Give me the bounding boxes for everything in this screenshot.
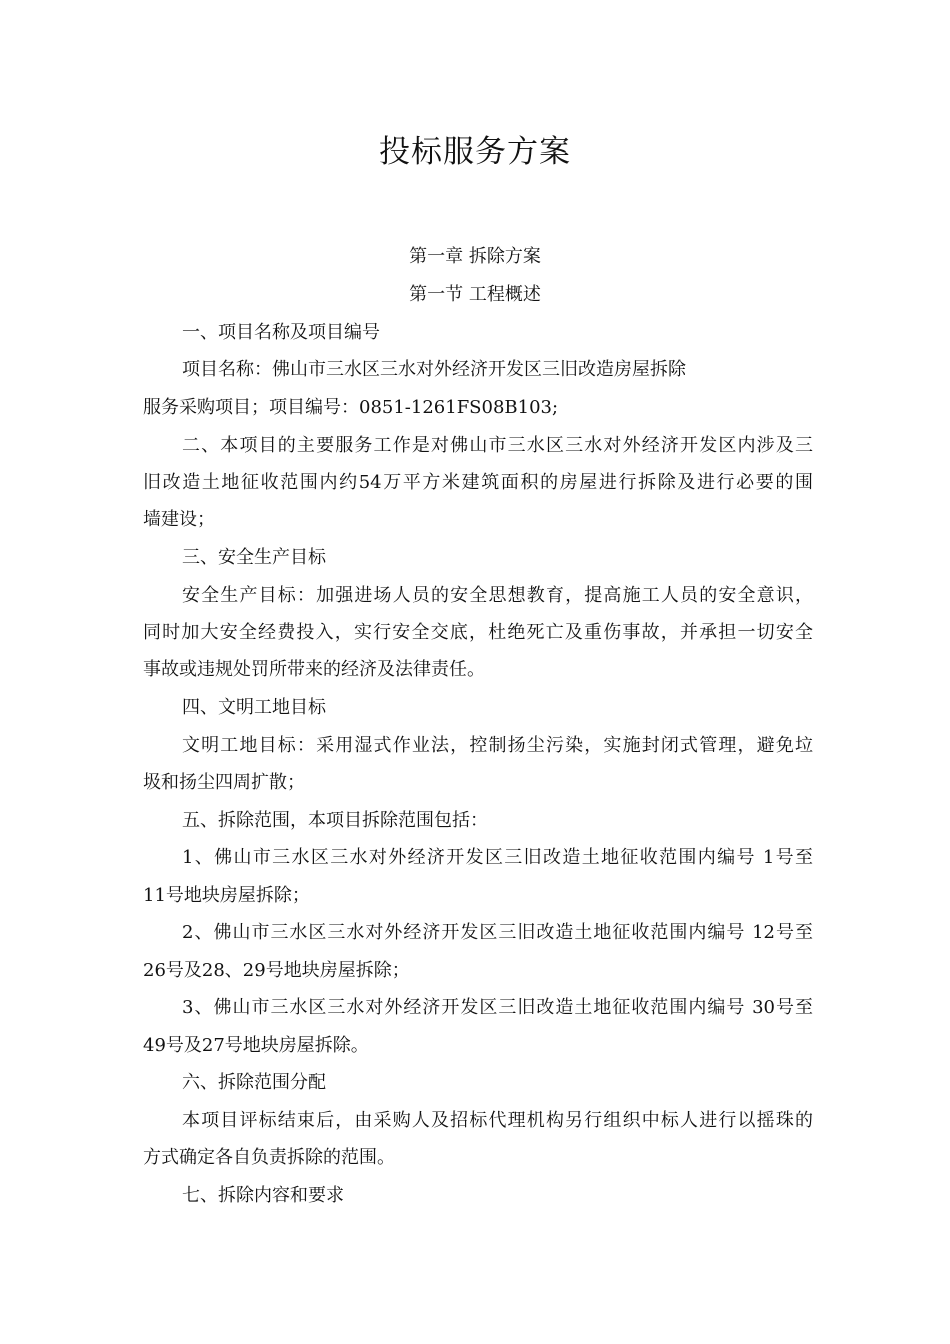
- paragraph-line: 2、佛山市三水区三水对外经济开发区三旧改造土地征收范围内编号 12号至: [182, 922, 813, 943]
- document-title: 投标服务方案: [379, 134, 571, 170]
- paragraph-line: 11号地块房屋拆除；: [143, 885, 310, 906]
- paragraph-line: 3、佛山市三水区三水对外经济开发区三旧改造土地征收范围内编号 30号至: [182, 997, 813, 1018]
- paragraph-line: 项目名称：佛山市三水区三水对外经济开发区三旧改造房屋拆除: [182, 359, 686, 380]
- section-heading: 第一节 工程概述: [409, 284, 541, 305]
- paragraph-line: 墙建设；: [143, 509, 215, 530]
- item-heading-4: 四、文明工地目标: [182, 697, 326, 718]
- paragraph-line: 安全生产目标：加强进场人员的安全思想教育，提高施工人员的安全意识，: [182, 585, 813, 606]
- paragraph-line: 本项目评标结束后，由采购人及招标代理机构另行组织中标人进行以摇珠的: [182, 1110, 813, 1131]
- item-heading-6: 六、拆除范围分配: [182, 1072, 326, 1093]
- chapter-heading: 第一章 拆除方案: [409, 246, 541, 267]
- item-heading-5: 五、拆除范围，本项目拆除范围包括：: [182, 810, 488, 831]
- item-heading-3: 三、安全生产目标: [182, 547, 326, 568]
- paragraph-line: 26号及28、29号地块房屋拆除；: [143, 960, 410, 981]
- paragraph-line: 服务采购项目；项目编号：0851-1261FS08B103;: [143, 397, 559, 418]
- paragraph-line: 旧改造土地征收范围内约54万平方米建筑面积的房屋进行拆除及进行必要的围: [143, 472, 813, 493]
- paragraph-line: 1、佛山市三水区三水对外经济开发区三旧改造土地征收范围内编号 1号至: [182, 847, 813, 868]
- paragraph-line: 圾和扬尘四周扩散；: [143, 772, 305, 793]
- item-heading-1: 一、项目名称及项目编号: [182, 322, 380, 343]
- item-heading-7: 七、拆除内容和要求: [182, 1185, 344, 1206]
- paragraph-line: 49号及27号地块房屋拆除。: [143, 1035, 369, 1056]
- paragraph-line: 文明工地目标：采用湿式作业法，控制扬尘污染，实施封闭式管理，避免垃: [182, 735, 813, 756]
- paragraph-line: 方式确定各自负责拆除的范围。: [143, 1147, 395, 1168]
- paragraph-line: 二、本项目的主要服务工作是对佛山市三水区三水对外经济开发区内涉及三: [182, 435, 813, 456]
- paragraph-line: 同时加大安全经费投入，实行安全交底，杜绝死亡及重伤事故，并承担一切安全: [143, 622, 813, 643]
- paragraph-line: 事故或违规处罚所带来的经济及法律责任。: [143, 659, 485, 680]
